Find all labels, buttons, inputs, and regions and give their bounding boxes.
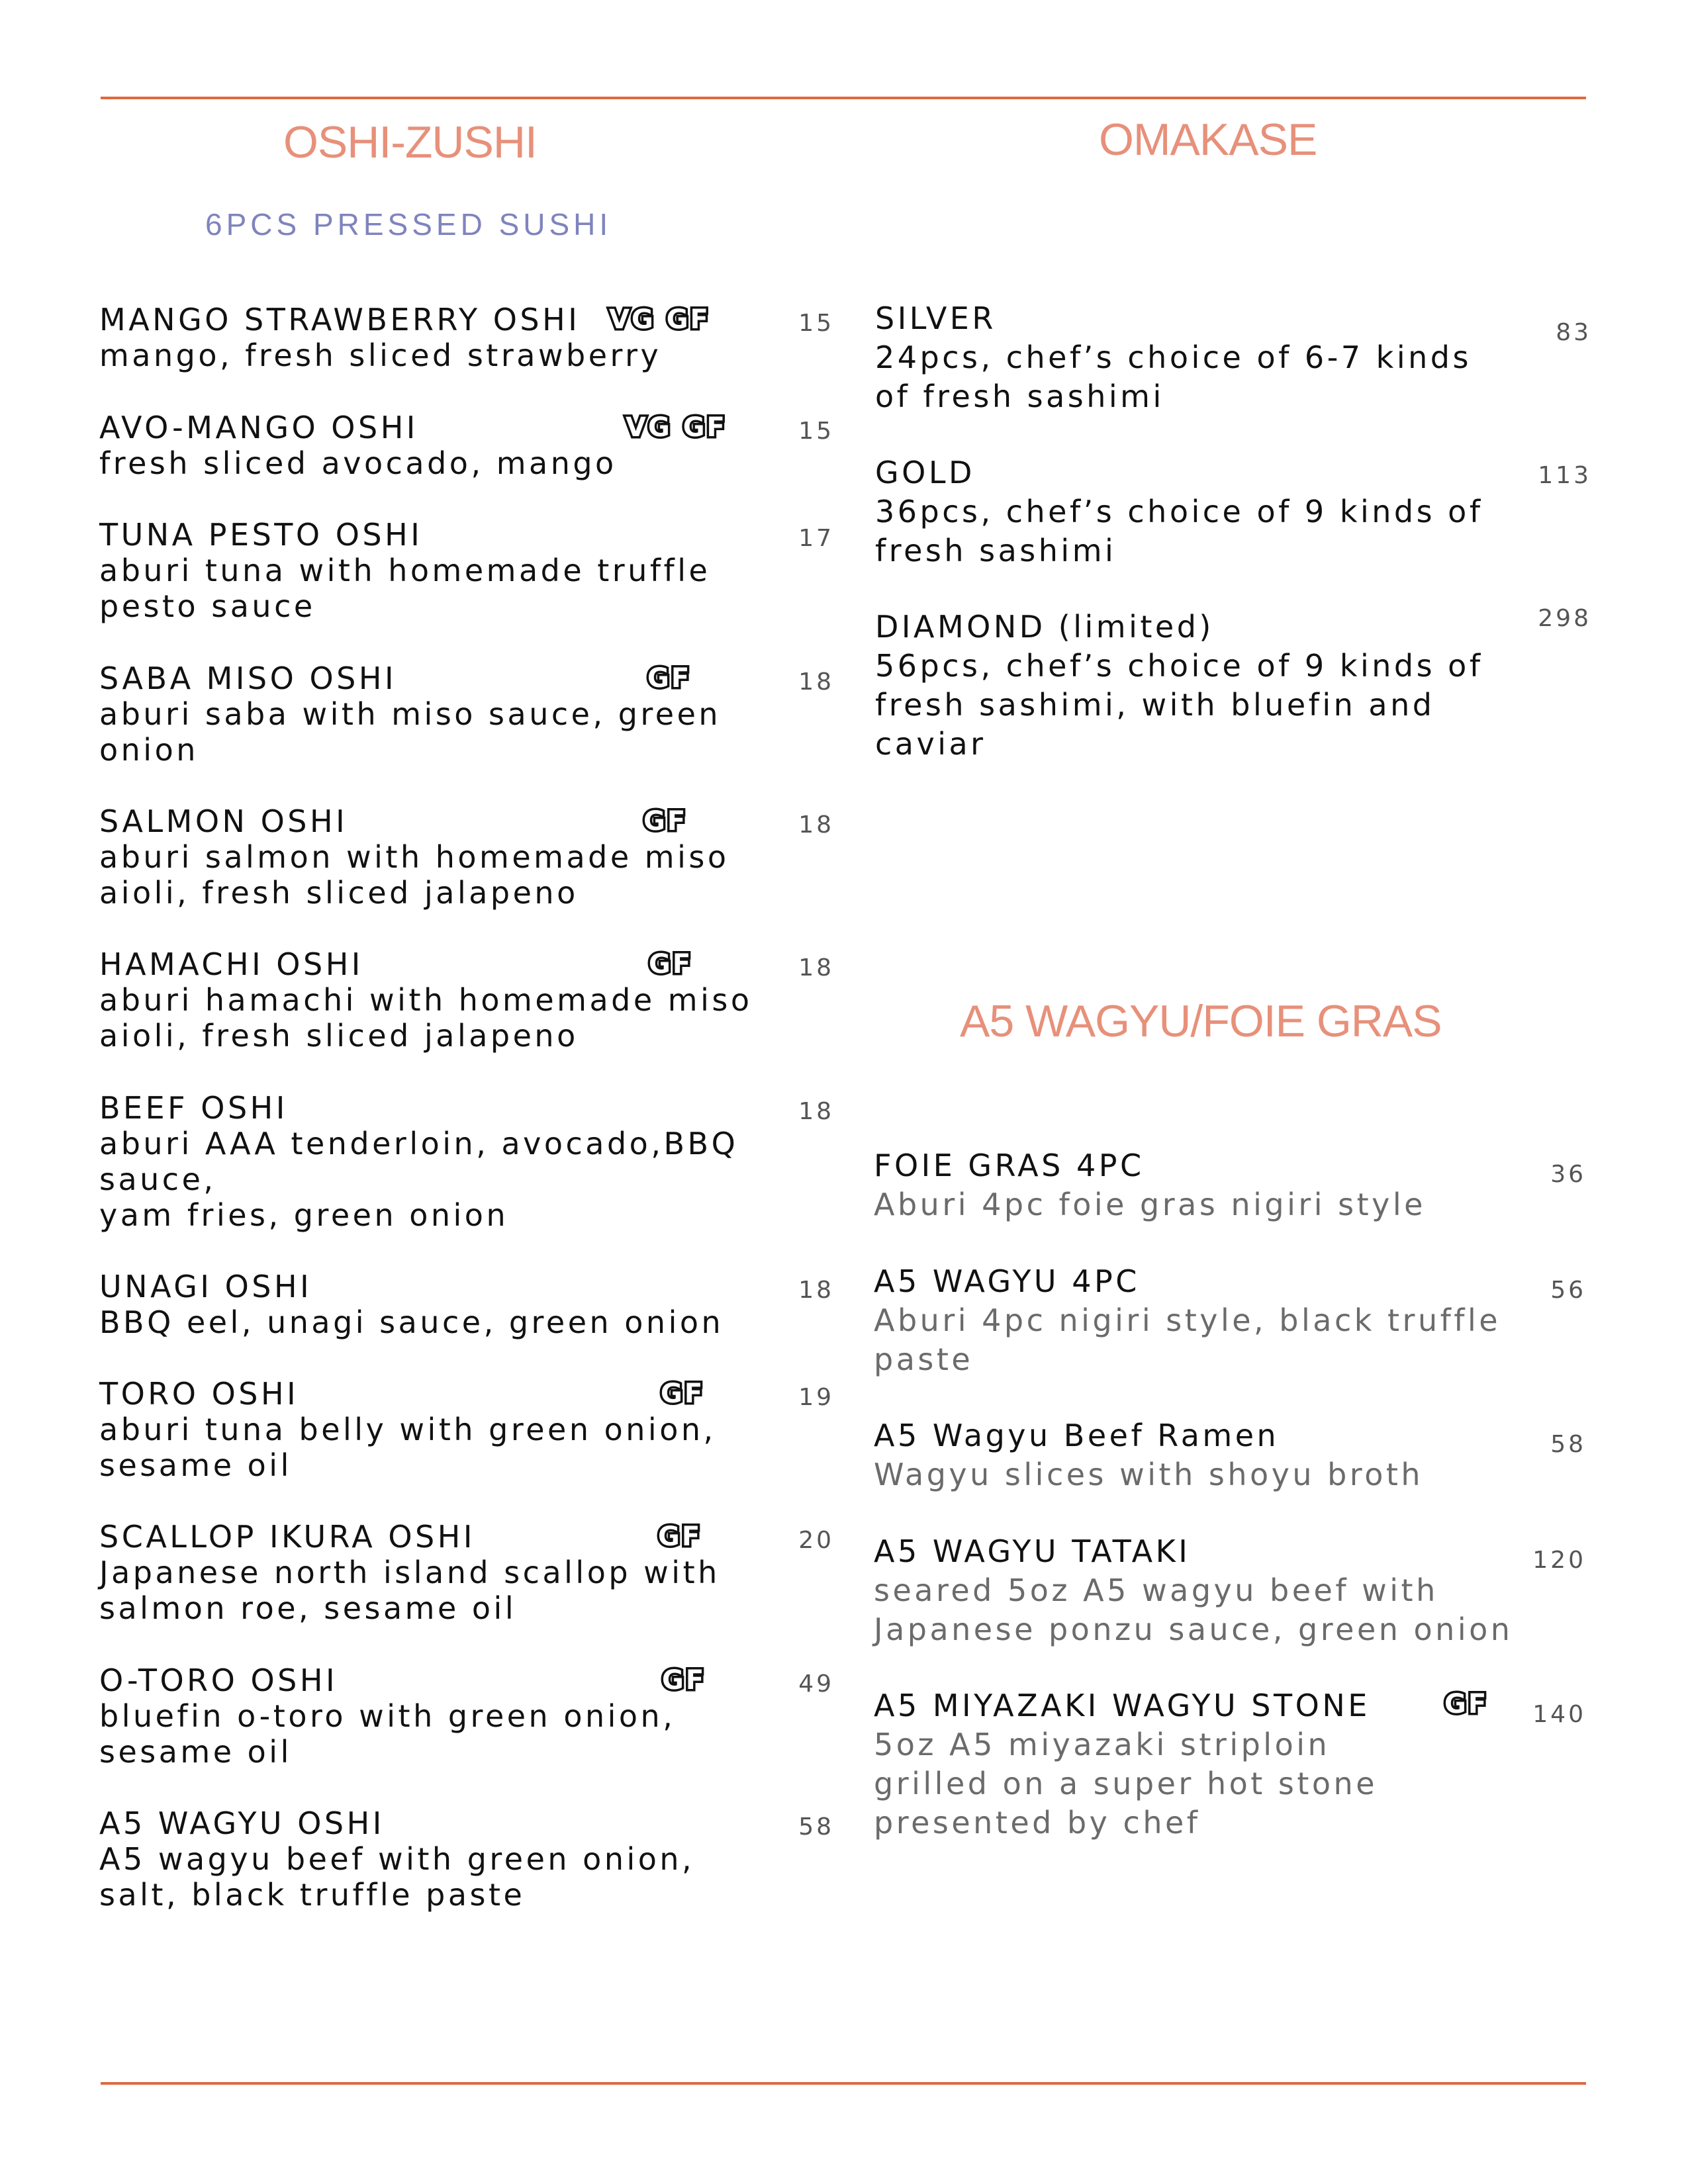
item-price: 36 xyxy=(1550,1161,1586,1188)
menu-item-salmon-oshi xyxy=(99,803,729,911)
item-price: 18 xyxy=(798,954,834,981)
item-description: aburi hamachi with homemade miso xyxy=(99,982,753,1018)
menu-item-mango-strawberry-oshi xyxy=(99,302,661,373)
dietary-tag: GF xyxy=(662,1665,706,1696)
menu-item-tuna-pesto-oshi xyxy=(99,517,710,624)
item-description: aioli, fresh sliced jalapeno xyxy=(99,1018,579,1054)
item-description: paste xyxy=(874,1342,974,1377)
item-name: SILVER xyxy=(875,300,996,336)
item-name: SABA MISO OSHI xyxy=(99,660,397,696)
item-description: salt, black truffle paste xyxy=(99,1877,526,1913)
item-description: Wagyu slices with shoyu broth xyxy=(874,1457,1424,1492)
menu-item-silver xyxy=(875,299,1472,416)
menu-item-a5-wagyu-beef-ramen xyxy=(874,1416,1423,1494)
omakase-heading: OMAKASE xyxy=(1099,114,1317,165)
item-description: fresh sliced avocado, mango xyxy=(99,445,617,481)
item-name: BEEF OSHI xyxy=(99,1090,288,1126)
item-description: sesame oil xyxy=(99,1447,292,1483)
item-description: pesto sauce xyxy=(99,588,316,624)
item-price: 58 xyxy=(798,1813,834,1841)
item-description: aburi saba with miso sauce, green xyxy=(99,696,722,732)
item-description: 24pcs, chef’s choice of 6-7 kinds xyxy=(875,340,1472,375)
menu-item-a5-wagyu-4pc xyxy=(874,1262,1501,1379)
item-description: A5 wagyu beef with green onion, xyxy=(99,1841,695,1877)
item-name: SCALLOP IKURA OSHI xyxy=(99,1519,475,1555)
item-price: 18 xyxy=(798,811,834,839)
item-description: sesame oil xyxy=(99,1734,292,1770)
item-name: A5 Wagyu Beef Ramen xyxy=(874,1418,1280,1453)
wagyu-foie-gras-heading: A5 WAGYU/FOIE GRAS xyxy=(960,996,1442,1046)
item-description: aburi AAA tenderloin, avocado,BBQ xyxy=(99,1126,739,1161)
item-price: 20 xyxy=(798,1527,834,1554)
item-price: 83 xyxy=(1556,319,1591,346)
item-price: 18 xyxy=(798,1277,834,1304)
item-price: 17 xyxy=(798,525,834,552)
item-price: 19 xyxy=(798,1384,834,1411)
menu-item-a5-miyazaki-wagyu-stone xyxy=(874,1686,1378,1843)
item-description: mango, fresh sliced strawberry xyxy=(99,338,662,373)
item-description: fresh sashimi, with bluefin and xyxy=(875,687,1435,723)
menu-item-avo-mango-oshi xyxy=(99,410,617,481)
item-description: 36pcs, chef’s choice of 9 kinds of xyxy=(875,494,1483,529)
bottom-divider xyxy=(101,2082,1586,2085)
menu-item-unagi-oshi xyxy=(99,1269,724,1340)
item-description: 5oz A5 miyazaki striploin xyxy=(874,1727,1331,1762)
item-description: yam fries, green onion xyxy=(99,1197,509,1233)
dietary-tag: GF xyxy=(658,1522,702,1552)
menu-item-scallop-ikura-oshi xyxy=(99,1519,720,1626)
item-name: GOLD xyxy=(875,455,975,490)
item-name: AVO-MANGO OSHI xyxy=(99,410,418,445)
item-name: TORO OSHI xyxy=(99,1376,299,1412)
menu-item-foie-gras-4pc xyxy=(874,1146,1426,1224)
item-price: 120 xyxy=(1532,1547,1586,1574)
menu-item-diamond xyxy=(875,608,1483,764)
menu-item-toro-oshi xyxy=(99,1376,716,1483)
item-description: Japanese ponzu sauce, green onion xyxy=(874,1612,1513,1647)
item-price: 15 xyxy=(798,418,834,445)
menu-item-o-toro-oshi xyxy=(99,1662,675,1770)
item-description: bluefin o-toro with green onion, xyxy=(99,1698,676,1734)
item-description: seared 5oz A5 wagyu beef with xyxy=(874,1572,1438,1608)
menu-item-gold xyxy=(875,453,1483,570)
dietary-tag: VG GF xyxy=(626,412,727,443)
dietary-tag: GF xyxy=(661,1379,705,1409)
item-price: 140 xyxy=(1532,1701,1586,1728)
menu-item-saba-miso-oshi xyxy=(99,660,721,768)
menu-item-a5-wagyu-tataki xyxy=(874,1532,1513,1649)
menu-item-beef-oshi xyxy=(99,1090,738,1233)
item-name: SALMON OSHI xyxy=(99,803,348,839)
item-description: presented by chef xyxy=(874,1805,1201,1841)
menu-item-a5-wagyu-oshi xyxy=(99,1805,694,1913)
item-price: 49 xyxy=(798,1670,834,1698)
item-price: 15 xyxy=(798,310,834,337)
item-name: UNAGI OSHI xyxy=(99,1269,312,1304)
item-description: sauce, xyxy=(99,1161,216,1197)
item-description: caviar xyxy=(875,726,986,762)
dietary-tag: GF xyxy=(643,806,688,837)
item-name: FOIE GRAS 4PC xyxy=(874,1148,1145,1183)
item-description: 56pcs, chef’s choice of 9 kinds of xyxy=(875,648,1483,684)
item-description: Aburi 4pc foie gras nigiri style xyxy=(874,1187,1426,1222)
dietary-tag: GF xyxy=(649,949,693,979)
item-description: of fresh sashimi xyxy=(875,379,1164,414)
item-price: 18 xyxy=(798,1098,834,1125)
item-description: BBQ eel, unagi sauce, green onion xyxy=(99,1304,724,1340)
item-description: aburi salmon with homemade miso xyxy=(99,839,729,875)
top-divider xyxy=(101,97,1586,99)
item-description: Aburi 4pc nigiri style, black truffle xyxy=(874,1302,1501,1338)
item-description: Japanese north island scallop with xyxy=(99,1555,720,1590)
item-name: MANGO STRAWBERRY OSHI xyxy=(99,302,581,338)
item-description: aburi tuna with homemade truffle xyxy=(99,553,711,588)
dietary-tag: VG GF xyxy=(609,304,710,335)
item-description: salmon roe, sesame oil xyxy=(99,1590,517,1626)
item-price: 113 xyxy=(1538,462,1591,489)
item-description: onion xyxy=(99,732,199,768)
item-name: A5 WAGYU 4PC xyxy=(874,1263,1140,1299)
item-price: 298 xyxy=(1538,605,1591,632)
item-name: O-TORO OSHI xyxy=(99,1662,338,1698)
item-name: A5 WAGYU TATAKI xyxy=(874,1533,1191,1569)
item-price: 18 xyxy=(798,668,834,696)
item-description: aburi tuna belly with green onion, xyxy=(99,1412,716,1447)
item-price: 56 xyxy=(1550,1277,1586,1304)
oshi-zushi-heading: OSHI-ZUSHI xyxy=(283,117,537,167)
item-name: DIAMOND (limited) xyxy=(875,609,1214,645)
item-name: HAMACHI OSHI xyxy=(99,946,363,982)
item-description: aioli, fresh sliced jalapeno xyxy=(99,875,579,911)
item-description: grilled on a super hot stone xyxy=(874,1766,1378,1801)
item-description: fresh sashimi xyxy=(875,533,1117,569)
item-name: A5 WAGYU OSHI xyxy=(99,1805,385,1841)
item-name: TUNA PESTO OSHI xyxy=(99,517,423,553)
dietary-tag: GF xyxy=(1444,1689,1489,1719)
oshi-zushi-subheading: 6PCS PRESSED SUSHI xyxy=(205,207,612,242)
dietary-tag: GF xyxy=(647,663,692,694)
item-price: 58 xyxy=(1550,1431,1586,1458)
item-name: A5 MIYAZAKI WAGYU STONE xyxy=(874,1688,1370,1723)
